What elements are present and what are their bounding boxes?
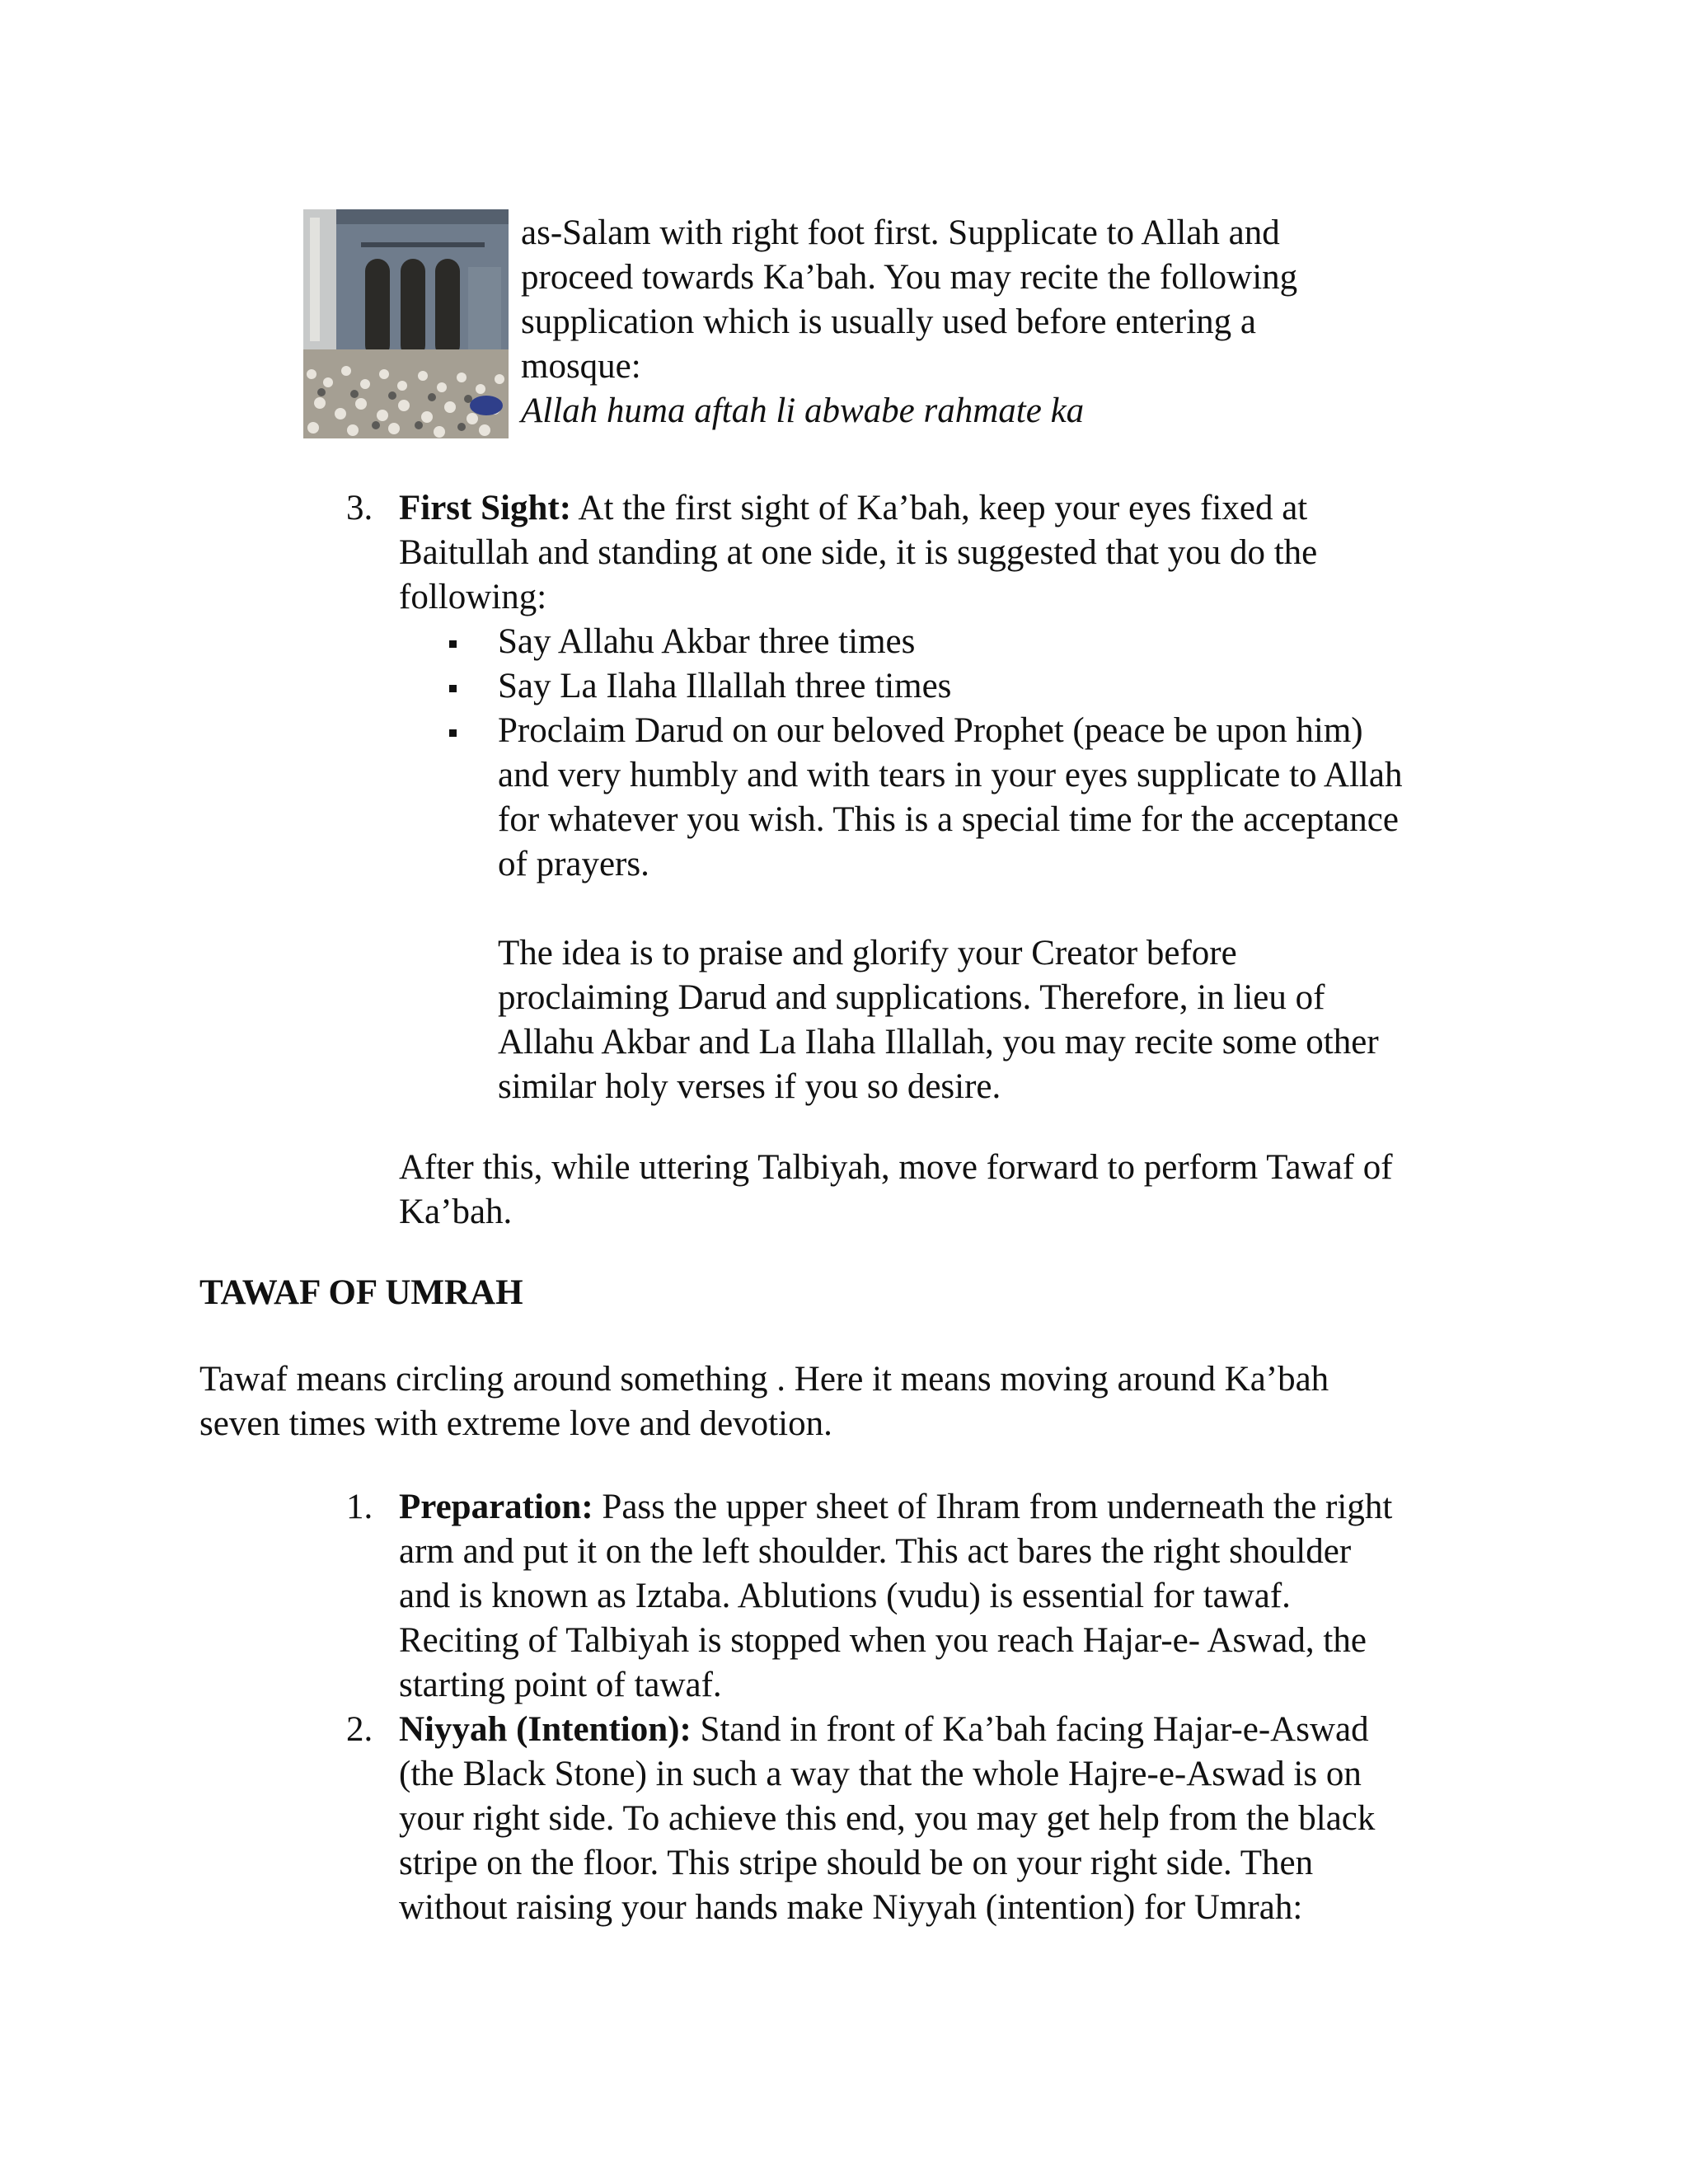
list-number-2: 2. (346, 1710, 373, 1749)
kabah-gate-photo (303, 209, 509, 438)
after-line-2: Ka’bah. (399, 1193, 513, 1231)
idea-line-4: similar holy verses if you so desire. (498, 1067, 1001, 1106)
preparation-line-2: arm and put it on the left shoulder. This act bares the right shoulder (399, 1532, 1352, 1571)
section-heading: TAWAF OF UMRAH (199, 1273, 523, 1312)
niyyah-line-2: (the Black Stone) in such a way that the whole Hajre-e-Aswad is on (399, 1755, 1362, 1793)
top-text-line-4: mosque: (521, 347, 641, 386)
niyyah-title: Niyyah (Intention): (399, 1710, 692, 1749)
first-sight-line-2: Baitullah and standing at one side, it is suggested that you do the (399, 533, 1318, 572)
first-sight-text: At the first sight of Ka’bah, keep your eyes fixed at (578, 489, 1308, 527)
niyyah-text: Stand in front of Ka’bah facing Hajar-e-Aswad (700, 1710, 1369, 1749)
top-text-line-1: as-Salam with right foot first. Supplicate to Allah and (521, 213, 1280, 252)
preparation-text: Pass the upper sheet of Ihram from underneath the right (602, 1488, 1393, 1526)
bullet-marker (449, 729, 457, 737)
idea-line-3: Allahu Akbar and La Ilaha Illallah, you may recite some other (498, 1023, 1379, 1062)
first-sight-line-3: following: (399, 578, 547, 616)
idea-line-1: The idea is to praise and glorify your Creator before (498, 934, 1237, 972)
list-number-1: 1. (346, 1488, 373, 1526)
first-sight-line-1 (399, 486, 1307, 531)
preparation-title: Preparation: (399, 1488, 593, 1526)
bullet-item-3: Proclaim Darud on our beloved Prophet (peace be upon him) (498, 711, 1363, 750)
kabah-gate-illustration (303, 209, 509, 438)
preparation-line-3: and is known as Iztaba. Ablutions (vudu) is essential for tawaf. (399, 1577, 1291, 1615)
bullet-item-3-cont-2: for whatever you wish. This is a special time for the acceptance (498, 800, 1399, 839)
bullet-marker (449, 640, 457, 648)
preparation-line-4: Reciting of Talbiyah is stopped when you reach Hajar-e- Aswad, the (399, 1621, 1367, 1660)
intro-line-1: Tawaf means circling around something . Here it means moving around Ka’bah (199, 1360, 1329, 1399)
niyyah-line-1 (399, 1708, 1369, 1752)
bullet-item-3-cont-1: and very humbly and with tears in your eyes supplicate to Allah (498, 756, 1403, 794)
after-line-1: After this, while uttering Talbiyah, move forward to perform Tawaf of (399, 1148, 1393, 1187)
niyyah-line-4: stripe on the floor. This stripe should be on your right side. Then (399, 1844, 1314, 1882)
intro-line-2: seven times with extreme love and devotion. (199, 1404, 832, 1443)
first-sight-title: First Sight: (399, 489, 572, 527)
bullet-item-2: Say La Ilaha Illallah three times (498, 667, 952, 705)
list-number-3: 3. (346, 489, 373, 527)
top-text-line-2: proceed towards Ka’bah. You may recite the following (521, 258, 1298, 297)
bullet-item-3-cont-3: of prayers. (498, 845, 649, 883)
bullet-marker (449, 685, 457, 692)
niyyah-line-5: without raising your hands make Niyyah (intention) for Umrah: (399, 1888, 1303, 1927)
preparation-line-1 (399, 1485, 1392, 1530)
preparation-line-5: starting point of tawaf. (399, 1666, 722, 1704)
bullet-item-1: Say Allahu Akbar three times (498, 622, 916, 661)
niyyah-line-3: your right side. To achieve this end, you may get help from the black (399, 1799, 1376, 1838)
dua-text: Allah huma aftah li abwabe rahmate ka (521, 391, 1085, 430)
idea-line-2: proclaiming Darud and supplications. Therefore, in lieu of (498, 978, 1325, 1017)
top-text-line-3: supplication which is usually used before entering a (521, 302, 1257, 341)
